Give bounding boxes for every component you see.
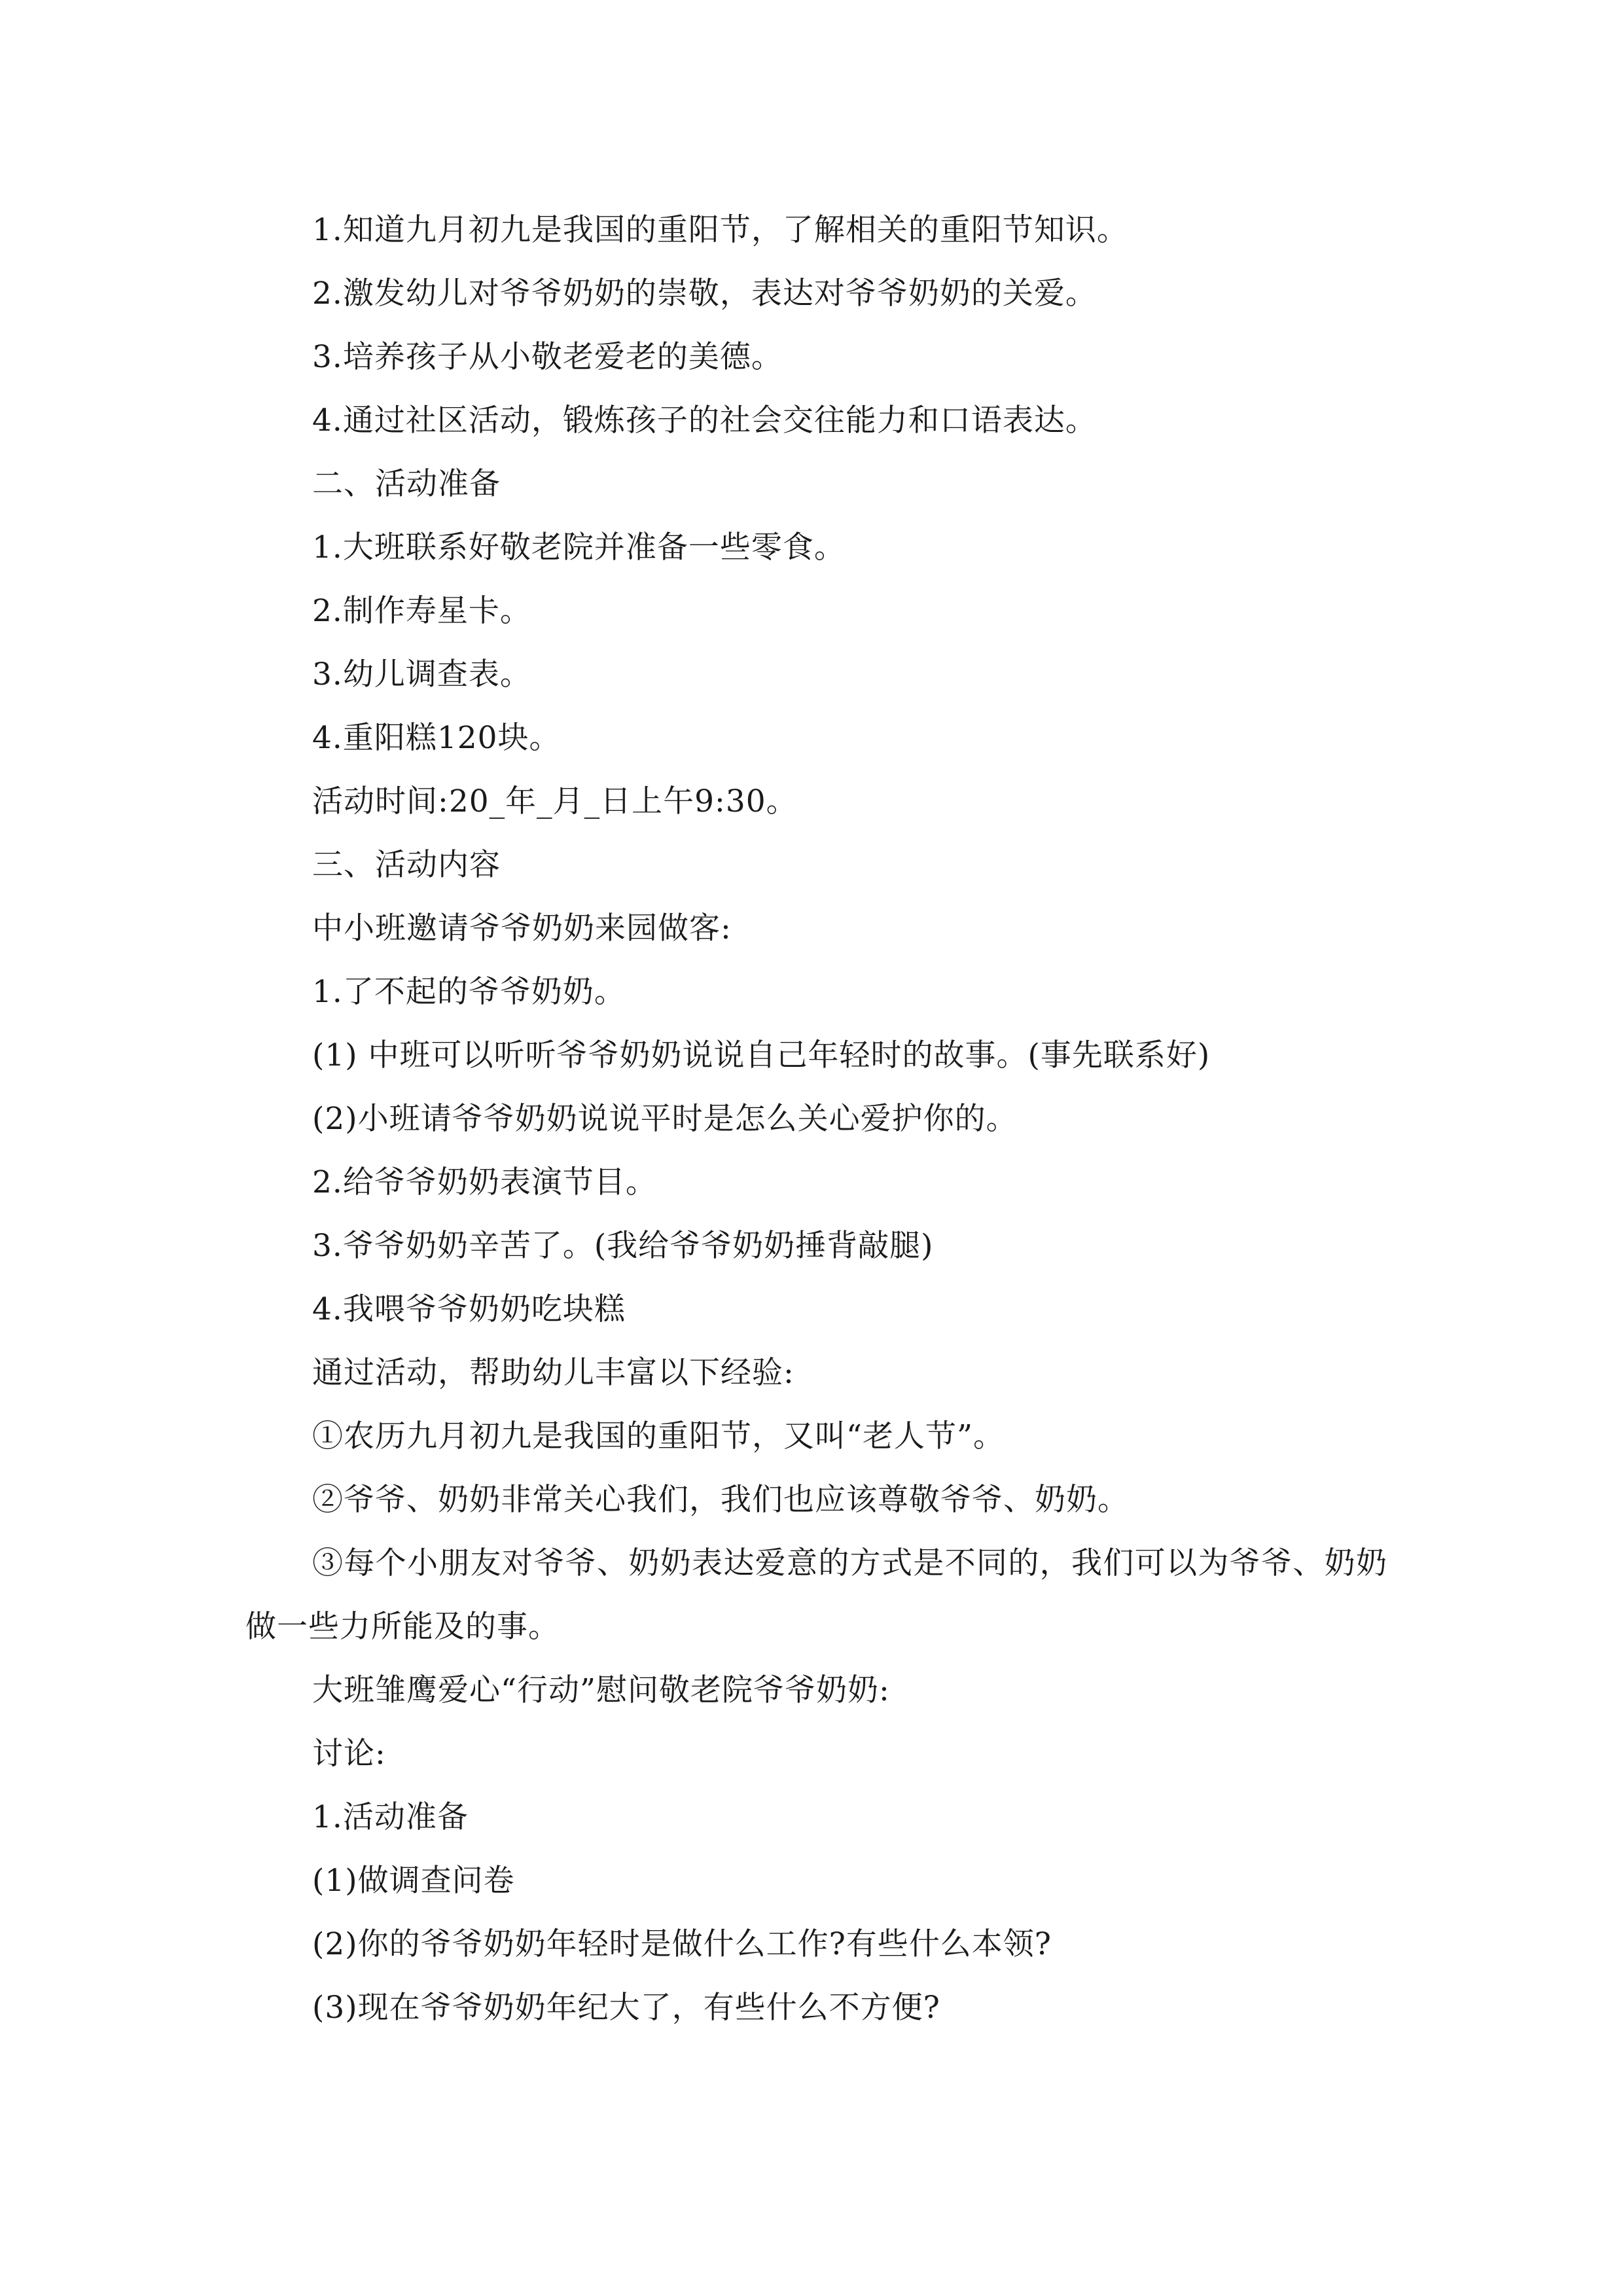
text-line: 活动时间:20_年_月_日上午9:30。 (312, 783, 798, 819)
text-line: 1.了不起的爷爷奶奶。 (312, 974, 626, 1010)
text-line: 2.给爷爷奶奶表演节目。 (312, 1164, 657, 1200)
text-line: 3.幼儿调查表。 (312, 656, 531, 692)
text-line: (1) 中班可以听听爷爷奶奶说说自己年轻时的故事。(事先联系好) (312, 1037, 1211, 1073)
text-line: 4.重阳糕120块。 (312, 720, 561, 756)
text-line: 1.知道九月初九是我国的重阳节，了解相关的重阳节知识。 (312, 212, 1128, 248)
text-line: ②爷爷、奶奶非常关心我们，我们也应该尊敬爷爷、奶奶。 (312, 1482, 1129, 1518)
wrapped-paragraph: ③每个小朋友对爷爷、奶奶表达爱意的方式是不同的，我们可以为爷爷、奶奶做一些力所能及的事。 (245, 1545, 1387, 1645)
text-line: 2.激发幼儿对爷爷奶奶的崇敬，表达对爷爷奶奶的关爱。 (312, 276, 1097, 312)
text-line: (2)小班请爷爷奶奶说说平时是怎么关心爱护你的。 (312, 1101, 1018, 1137)
text-line: 2.制作寿星卡。 (312, 593, 531, 629)
text-line: (1)做调查问卷 (312, 1863, 515, 1899)
section-heading: 三、活动内容 (312, 847, 501, 883)
text-line: 3.爷爷奶奶辛苦了。(我给爷爷奶奶捶背敲腿) (312, 1228, 934, 1264)
text-line: (3)现在爷爷奶奶年纪大了，有些什么不方便? (312, 1990, 940, 2026)
text-line: 中小班邀请爷爷奶奶来园做客: (312, 910, 732, 946)
text-line: 通过活动，帮助幼儿丰富以下经验: (312, 1355, 794, 1391)
text-line: ①农历九月初九是我国的重阳节，又叫“老人节”。 (312, 1418, 1005, 1454)
text-line: 讨论: (312, 1736, 386, 1772)
text-line: (2)你的爷爷奶奶年轻时是做什么工作?有些什么本领? (312, 1926, 1052, 1962)
text-line: 4.我喂爷爷奶奶吃块糕 (312, 1291, 626, 1327)
text-line: 1.大班联系好敬老院并准备一些零食。 (312, 529, 846, 565)
text-line: 大班雏鹰爱心“行动”慰问敬老院爷爷奶奶: (312, 1672, 890, 1708)
text-line: 1.活动准备 (312, 1799, 469, 1835)
text-line: 4.通过社区活动，锻炼孩子的社会交往能力和口语表达。 (312, 403, 1097, 439)
section-heading: 二、活动准备 (312, 466, 501, 502)
text-line: 3.培养孩子从小敬老爱老的美德。 (312, 339, 783, 375)
